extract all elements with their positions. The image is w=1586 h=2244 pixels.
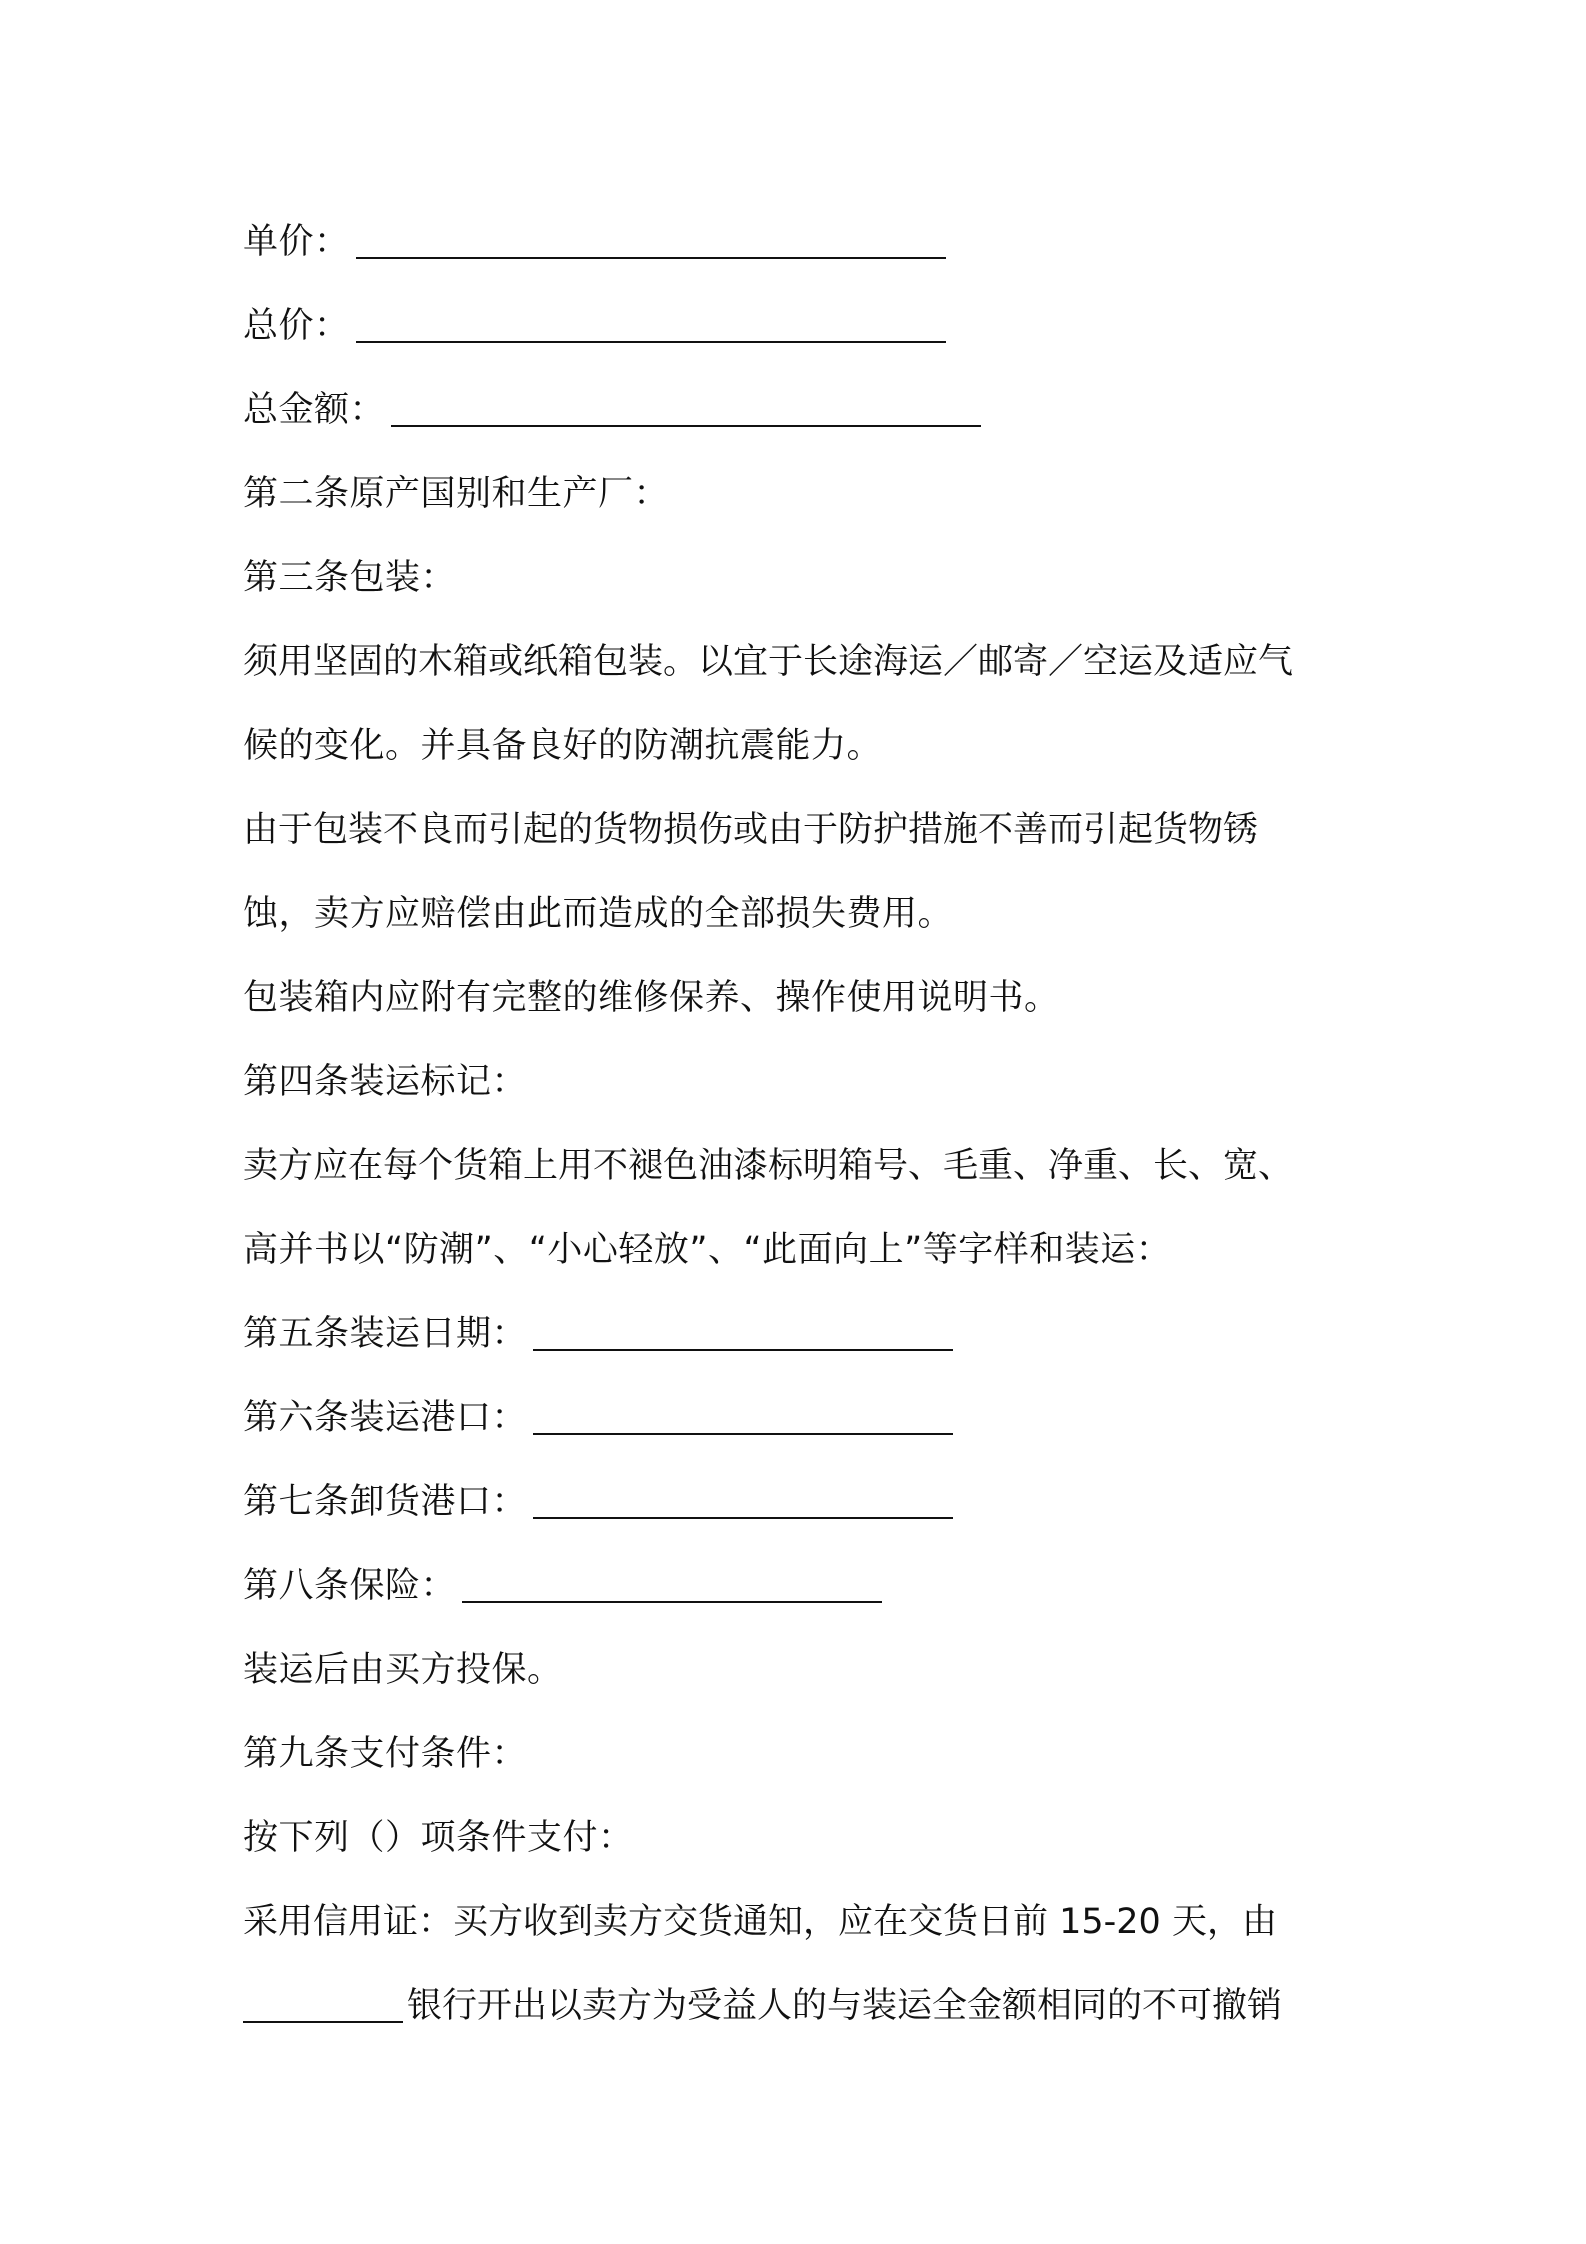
contract-page [243, 200, 1353, 2048]
article-7-line [243, 1460, 1353, 1544]
bank-name-blank [243, 2021, 403, 2023]
discharge-port-blank [533, 1517, 953, 1519]
article-8-line [243, 1544, 1353, 1628]
total-amount-blank [391, 425, 981, 427]
total-amount-line [243, 368, 1353, 452]
article-6-label: 第六条装运港口： [243, 1398, 528, 1438]
unit-price-label: 单价： [243, 222, 350, 262]
packaging-paragraph-3: 包装箱内应附有完整的维修保养、操作使用说明书。 [243, 978, 1060, 1018]
article-3-heading: 第三条包装： [243, 558, 457, 598]
total-amount-label: 总金额： [243, 390, 386, 430]
article-6-line [243, 1376, 1353, 1460]
unit-price-line [243, 200, 1353, 284]
packaging-paragraph-1-line-1: 须用坚固的木箱或纸箱包装。以宜于长途海运／邮寄／空运及适应气 [243, 642, 1294, 682]
letter-of-credit-line-2-text: 银行开出以卖方为受益人的与装运全金额相同的不可撤销 [407, 1986, 1283, 2026]
marking-line-1: 卖方应在每个货箱上用不褪色油漆标明箱号、毛重、净重、长、宽、 [243, 1146, 1294, 1186]
packaging-paragraph-1-line-2: 候的变化。并具备良好的防潮抗震能力。 [243, 726, 883, 766]
article-8-label: 第八条保险： [243, 1566, 457, 1606]
loading-port-blank [533, 1433, 953, 1435]
total-price-label: 总价： [243, 306, 350, 346]
packaging-paragraph-2-line-1: 由于包装不良而引起的货物损伤或由于防护措施不善而引起货物锈 [243, 810, 1259, 850]
insurance-blank [462, 1601, 882, 1603]
total-price-line [243, 284, 1353, 368]
letter-of-credit-line-1: 采用信用证：买方收到卖方交货通知，应在交货日前 15-20 天，由 [243, 1902, 1277, 1942]
insurance-note: 装运后由买方投保。 [243, 1650, 563, 1690]
packaging-paragraph-2-line-2: 蚀，卖方应赔偿由此而造成的全部损失费用。 [243, 894, 954, 934]
unit-price-blank [356, 257, 946, 259]
article-7-label: 第七条卸货港口： [243, 1482, 528, 1522]
article-4-heading: 第四条装运标记： [243, 1062, 528, 1102]
article-5-label: 第五条装运日期： [243, 1314, 528, 1354]
article-9-heading: 第九条支付条件： [243, 1734, 528, 1774]
article-5-line [243, 1292, 1353, 1376]
total-price-blank [356, 341, 946, 343]
article-2-heading: 第二条原产国别和生产厂： [243, 474, 670, 514]
letter-of-credit-line-2 [243, 1964, 1353, 2048]
payment-options-line: 按下列（）项条件支付： [243, 1818, 634, 1858]
shipment-date-blank [533, 1349, 953, 1351]
marking-line-2: 高并书以“防潮”、“小心轻放”、“此面向上”等字样和装运： [243, 1230, 1172, 1270]
